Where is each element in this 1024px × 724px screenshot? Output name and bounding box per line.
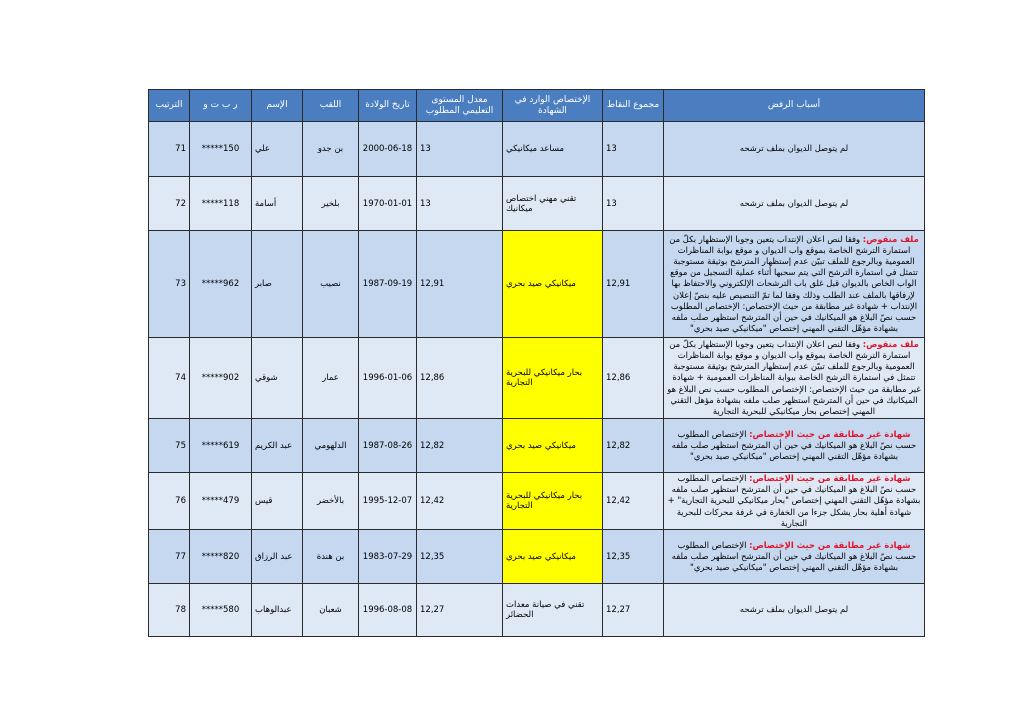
reason-text: لم يتوصل الديوان بملف ترشحه	[739, 604, 849, 615]
specialty-cell: ميكانيكي صيد بحري	[503, 419, 603, 473]
reason-cell	[664, 584, 925, 637]
points-cell: 12,27	[603, 584, 664, 637]
reason-cell	[664, 231, 925, 338]
name-cell: عبد الرزاق	[252, 530, 303, 584]
cin-cell: *****150	[190, 122, 252, 177]
points-cell: 12,42	[603, 473, 664, 530]
reason-text: لم يتوصل الديوان بملف ترشحه	[739, 143, 849, 154]
surname-cell: بلخير	[303, 177, 359, 231]
header-row	[149, 90, 925, 122]
avg-cell: 12,82	[417, 419, 503, 473]
name-cell: أسامة	[252, 177, 303, 231]
reason-highlight: ملف منقوص:	[862, 233, 919, 244]
avg-cell: 13	[417, 122, 503, 177]
birth-cell: 1987-08-26	[359, 419, 417, 473]
rank-cell: 78	[149, 584, 190, 637]
reason-text: الإختصاص المطلوب حسب نصّ البلاغ هو الميكانيك في حين أن المترشح استظهر صلب ملفه بشهادة مؤهّل التقني المهني إختصاص "بحار ميكانيكي للبحرية التجارية" + شهادة أهلية بحار يشكل جزءا من الخفارة في غرفة محركات للبحرية التجارية	[667, 473, 921, 528]
reason-highlight: شهادة غير مطابقة من حيث الإختصاص:	[749, 473, 911, 483]
birth-cell: 1996-08-08	[359, 584, 417, 637]
cin-cell: *****580	[190, 584, 252, 637]
name-cell: شوقي	[252, 338, 303, 419]
birth-cell: 2000-06-18	[359, 122, 417, 177]
rejection-table	[148, 89, 925, 637]
reason-cell	[664, 419, 925, 473]
cin-cell: *****118	[190, 177, 252, 231]
avg-cell: 12,35	[417, 530, 503, 584]
rank-cell: 75	[149, 419, 190, 473]
name-cell: صابر	[252, 231, 303, 338]
birth-cell: 1987-09-19	[359, 231, 417, 338]
avg-cell: 12,86	[417, 338, 503, 419]
points-cell: 12,35	[603, 530, 664, 584]
cin-cell: *****619	[190, 419, 252, 473]
surname-cell: نصيب	[303, 231, 359, 338]
specialty-cell: تقني مهني اختصاص ميكانيك	[503, 177, 603, 231]
col-header-specialty: الإختصاص الوارد في الشهادة	[503, 90, 603, 122]
points-cell: 12,86	[603, 338, 664, 419]
surname-cell: بن هندة	[303, 530, 359, 584]
table-row	[149, 122, 925, 177]
name-cell: عبد الكريم	[252, 419, 303, 473]
reason-cell	[664, 122, 925, 177]
table-row	[149, 419, 925, 473]
points-cell: 12,82	[603, 419, 664, 473]
reason-cell	[664, 338, 925, 419]
col-header-surname: اللقب	[303, 90, 359, 122]
col-header-name: الإسم	[252, 90, 303, 122]
points-cell: 12,91	[603, 231, 664, 338]
name-cell: عبدالوهاب	[252, 584, 303, 637]
col-header-points: مجموع النقاط	[603, 90, 664, 122]
specialty-cell: بحار ميكانيكي للبحرية التجارية	[503, 338, 603, 419]
surname-cell: عمار	[303, 338, 359, 419]
col-header-cin: ر ب ت و	[190, 90, 252, 122]
table-row	[149, 338, 925, 419]
rank-cell: 71	[149, 122, 190, 177]
avg-cell: 13	[417, 177, 503, 231]
reason-cell	[664, 177, 925, 231]
surname-cell: بن جدو	[303, 122, 359, 177]
name-cell: قيس	[252, 473, 303, 530]
col-header-reason: أسباب الرفض	[664, 90, 925, 122]
reason-text: لم يتوصل الديوان بملف ترشحه	[739, 197, 849, 208]
table-row	[149, 231, 925, 338]
reason-highlight: شهادة غير مطابقة من حيث الإختصاص:	[749, 428, 911, 439]
table-row	[149, 584, 925, 637]
name-cell: علي	[252, 122, 303, 177]
rank-cell: 74	[149, 338, 190, 419]
surname-cell: بالأخضر	[303, 473, 359, 530]
birth-cell: 1983-07-29	[359, 530, 417, 584]
cin-cell: *****902	[190, 338, 252, 419]
avg-cell: 12,27	[417, 584, 503, 637]
reason-text: وفقا لنص اعلان الإنتداب يتعين وجوبا الإستظهار بكلّ من استمارة الترشح الخاصة بموقع واب الديوان و موقع بوابة المناظرات العمومية وبالرجوع للملف تبيّن عدم إستظهار المترشح بوثيقة مستوجبة تتمثل في استمارة الترشح التي يتم سحبها أثناء عملية التسجيل من موقع الواب الخاص بالديوان قبل غلق باب الترشحات الإلكتروني والاحتفاظ بها لإرفاقها بالملف عند الطلب وذلك وفقا لما تمّ التنصيص عليه بنصّ إعلان الإنتداب + شهادة غير مطابقة من حيث الإختصاص: الإختصاص المطلوب حسب نصّ البلاغ هو الميكانيك في حين أن المترشح استظهر صلب ملفه بشهادة مؤهّل التقني المهني إختصاص "ميكانيكي صيد بحري"	[669, 233, 918, 334]
surname-cell: الدلهومي	[303, 419, 359, 473]
specialty-cell: مساعد ميكانيكي	[503, 122, 603, 177]
reason-text: الإختصاص المطلوب حسب نصّ البلاغ هو الميكانيك في حين أن المترشح استظهر صلب ملفه بشهادة مؤهّل التقني المهني إختصاص "ميكانيكي صيد بحري"	[671, 428, 917, 462]
col-header-avg: معدل المستوى التعليمي المطلوب	[417, 90, 503, 122]
reason-text: وفقا لنص اعلان الإنتداب يتعين وجوبا الإستظهار بكلّ من استمارة الترشح الخاصة بموقع واب الديوان و موقع بوابة المناظرات العمومية وبالرجوع للملف تبيّن عدم إستظهار المترشح بوثيقة مستوجبة تتمثل في استمارة الترشح الخاصة ببوابة المناظرات العمومية + شهادة غير مطابقة من حيث الإختصاص: الإختصاص المطلوب حسب نص البلاغ هو الميكانيك في حين أن المترشح استظهر صلب ملفه بشهادة مؤهل التقني المهني إختصاص بحار ميكانيكي للبحرية التجارية	[667, 338, 921, 416]
col-header-rank: الترتيب	[149, 90, 190, 122]
table-row	[149, 177, 925, 231]
points-cell: 13	[603, 122, 664, 177]
specialty-cell: تقني في صيانة معدات الحضائر	[503, 584, 603, 637]
birth-cell: 1995-12-07	[359, 473, 417, 530]
results-sheet	[148, 89, 924, 637]
reason-highlight: ملف منقوص:	[862, 338, 919, 349]
surname-cell: شعبان	[303, 584, 359, 637]
reason-cell	[664, 473, 925, 530]
cin-cell: *****820	[190, 530, 252, 584]
specialty-cell: بحار ميكانيكي للبحرية التجارية	[503, 473, 603, 530]
table-row	[149, 530, 925, 584]
birth-cell: 1970-01-01	[359, 177, 417, 231]
birth-cell: 1996-01-06	[359, 338, 417, 419]
reason-highlight: شهادة غير مطابقة من حيث الإختصاص:	[749, 539, 911, 550]
avg-cell: 12,42	[417, 473, 503, 530]
rank-cell: 72	[149, 177, 190, 231]
avg-cell: 12,91	[417, 231, 503, 338]
specialty-cell: ميكانيكي صيد بحري	[503, 530, 603, 584]
points-cell: 13	[603, 177, 664, 231]
cin-cell: *****479	[190, 473, 252, 530]
rank-cell: 77	[149, 530, 190, 584]
specialty-cell: ميكانيكي صيد بحري	[503, 231, 603, 338]
reason-text: الإختصاص المطلوب حسب نصّ البلاغ هو الميكانيك في حين أن المترشح استظهر صلب ملفه بشهادة مؤهّل التقني المهني إختصاص "ميكانيكي صيد بحري"	[671, 539, 917, 573]
rank-cell: 76	[149, 473, 190, 530]
col-header-birth: تاريخ الولادة	[359, 90, 417, 122]
table-row	[149, 473, 925, 530]
cin-cell: *****962	[190, 231, 252, 338]
reason-cell	[664, 530, 925, 584]
rank-cell: 73	[149, 231, 190, 338]
